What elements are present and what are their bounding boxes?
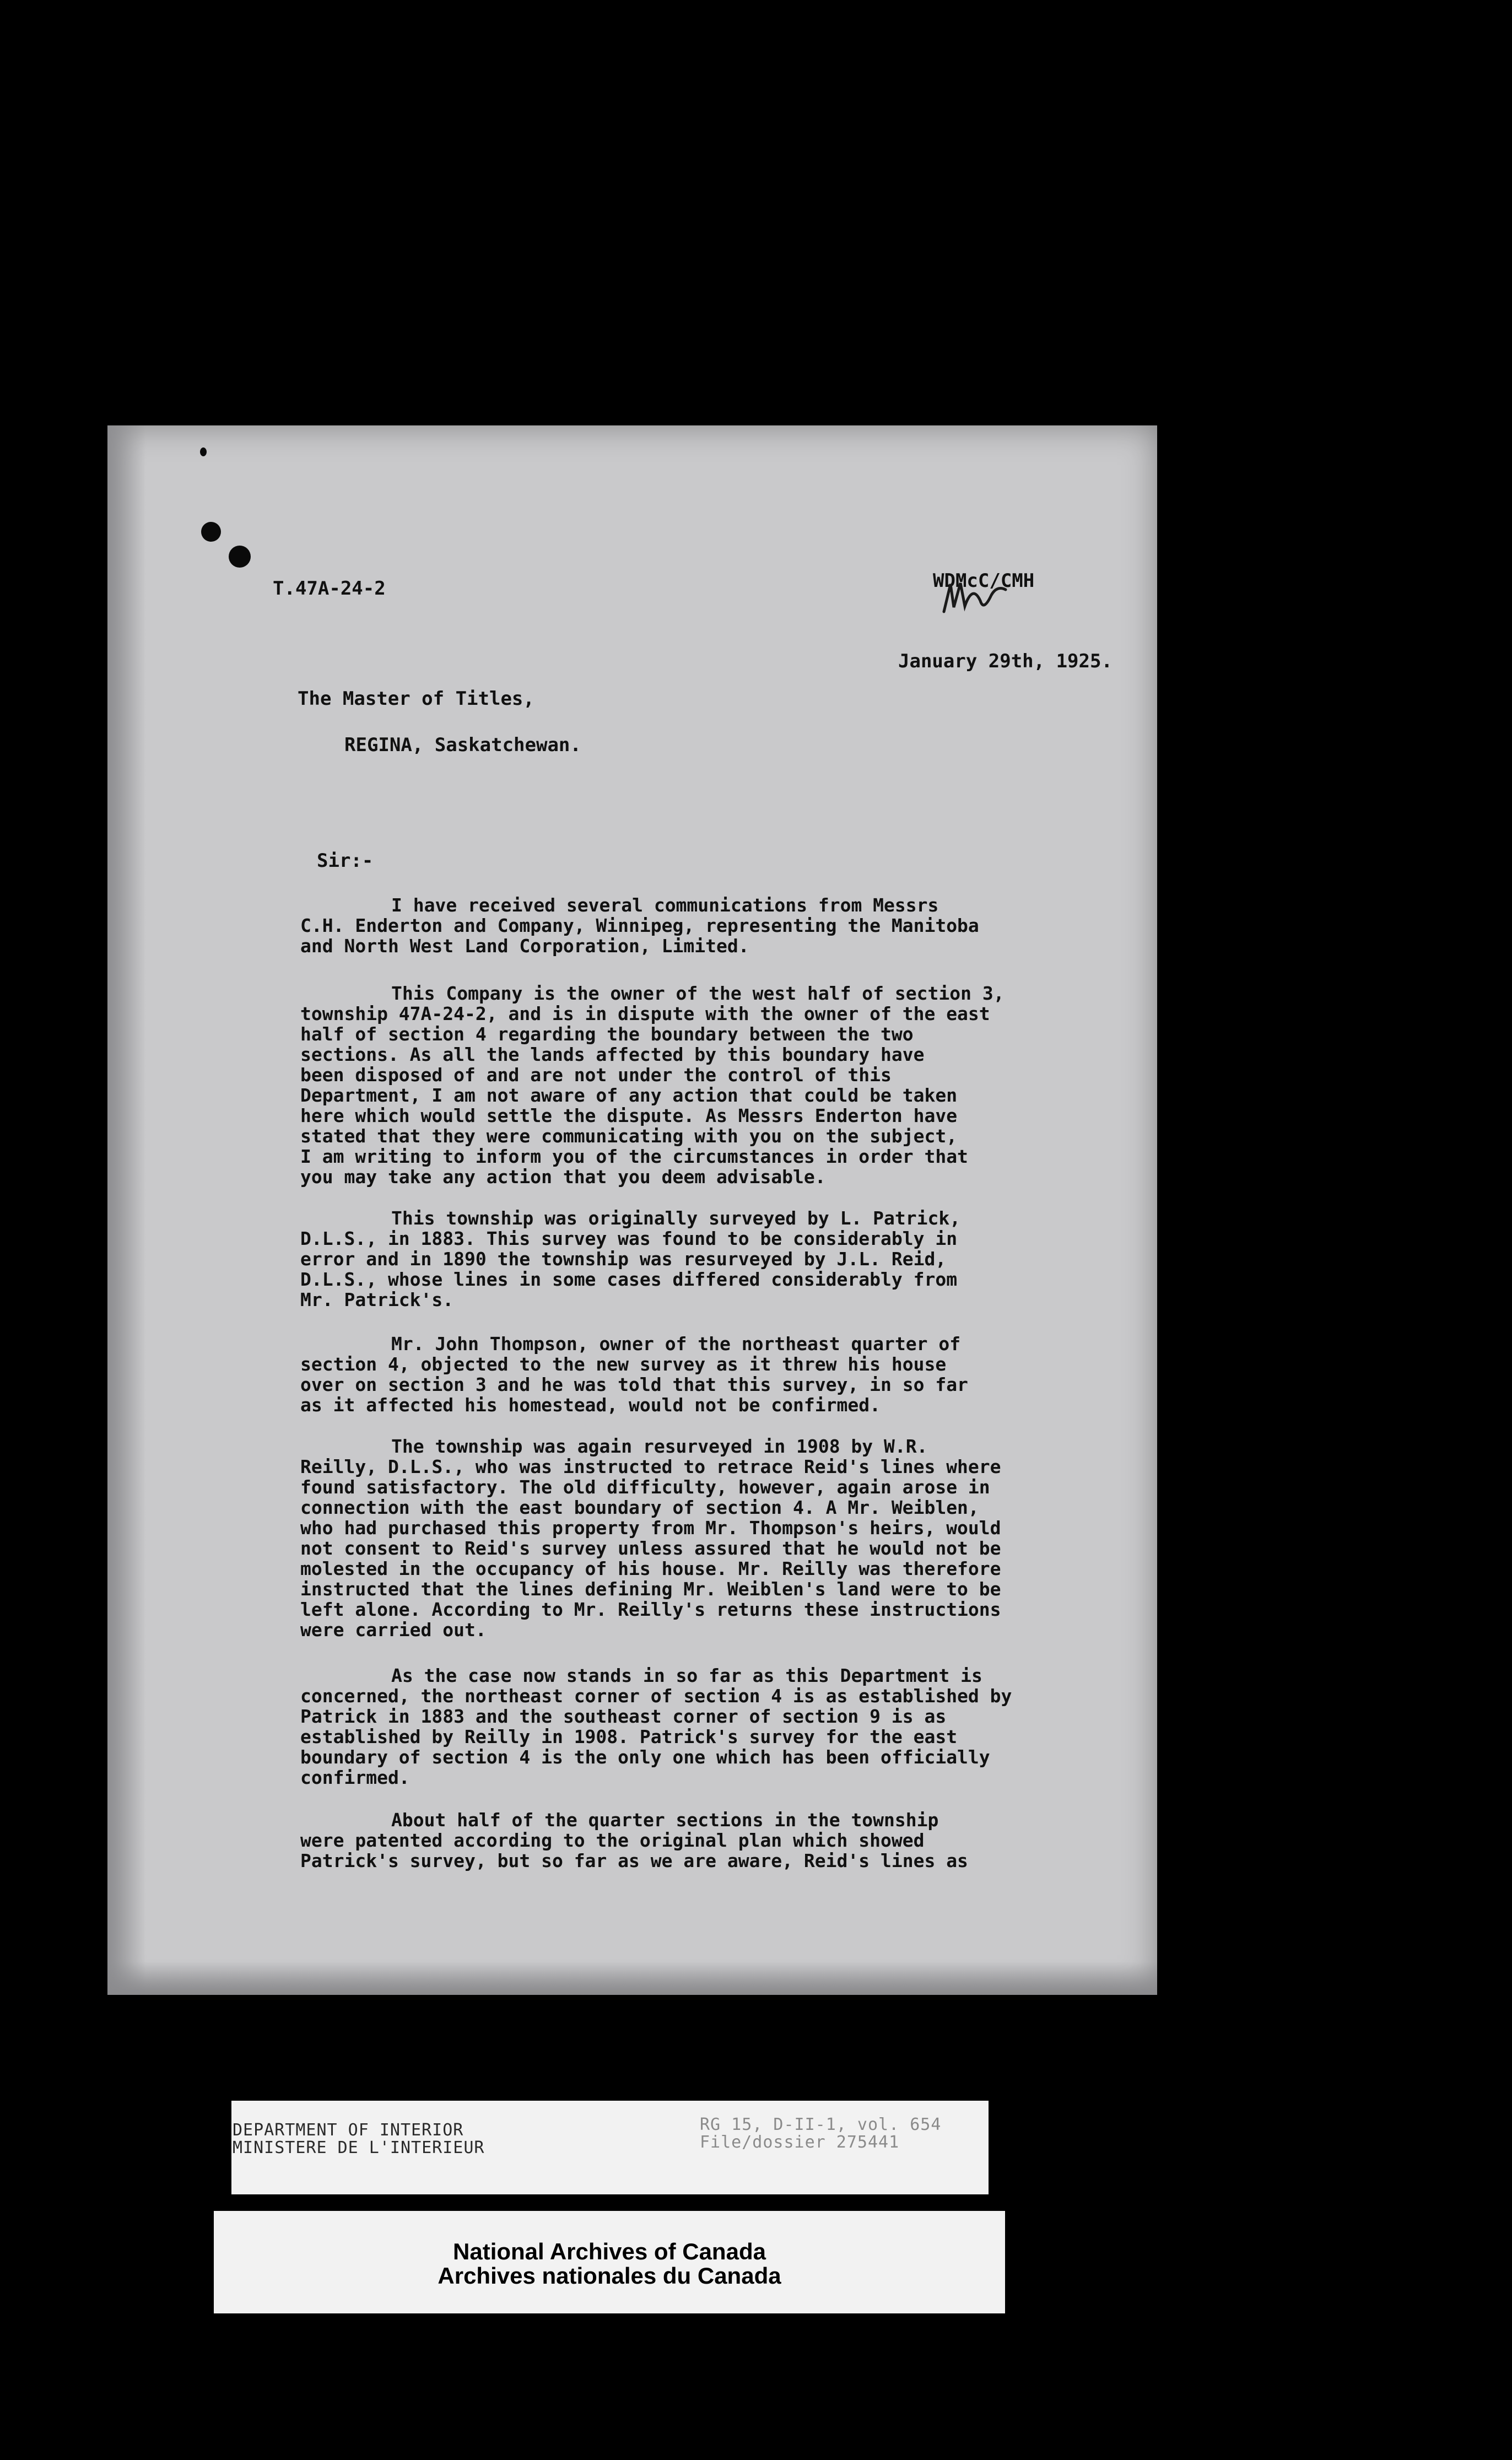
paragraph-6: As the case now stands in so far as this Department is concerned, the northeast corner of section 4 is as established by Patrick in 1883 and the southeast corner of section 9 is as established by Reilly in 1908. Patrick's survey for the east boundary of section 4 is the only one which has been officially confirmed. (300, 1665, 1012, 1788)
file-dossier-number: File/dossier 275441 (700, 2133, 900, 2152)
file-reference: T.47A-24-2 (273, 578, 386, 600)
handwritten-initials (939, 573, 1011, 623)
office-reference: WDMcC/CMH (933, 570, 1035, 592)
page-shadow-left (107, 425, 146, 1995)
addressee-line-1: The Master of Titles, (298, 688, 534, 710)
page-shadow-bottom (107, 1962, 1157, 1995)
archives-credit-label (214, 2211, 1005, 2313)
archive-reference-label (231, 2101, 989, 2194)
department-name-fr: MINISTERE DE L'INTERIEUR (233, 2138, 485, 2157)
paragraph-5: The township was again resurveyed in 1908 by W.R. Reilly, D.L.S., who was instructed to retrace Reid's lines where found satisfactory. The old difficulty, however, again arose in connection with the east boundary of section 4. A Mr. Weiblen, who had purchased this property from Mr. Thompson's heirs, would not consent to Reid's survey unless assured that he would not be molested in the occupancy of his house. Mr. Reilly was therefore instructed that the lines defining Mr. Weiblen's land were to be left alone. According to Mr. Reilly's returns these instructions were carried out. (300, 1436, 1001, 1641)
paragraph-1: I have received several communications from Messrs C.H. Enderton and Company, Winnipeg, representing the Manitoba and North West Land Corporation, Limited. (300, 894, 979, 957)
record-group-reference: RG 15, D-II-1, vol. 654 (700, 2115, 942, 2134)
salutation: Sir:- (317, 850, 374, 872)
ink-dot (200, 447, 207, 456)
archives-name-fr: Archives nationales du Canada (438, 2263, 781, 2289)
punch-hole-top (201, 522, 221, 542)
letter-page (107, 425, 1157, 1995)
paragraph-4: Mr. John Thompson, owner of the northeast quarter of section 4, objected to the new survey as it threw his house over on section 3 and he was told that this survey, in so far as it affected his homestead, would not be confirmed. (300, 1333, 968, 1416)
paragraph-7: About half of the quarter sections in the township were patented according to the original plan which showed Patrick's survey, but so far as we are aware, Reid's lines as (300, 1809, 968, 1871)
department-name-en: DEPARTMENT OF INTERIOR (233, 2121, 464, 2140)
punch-hole-bottom (229, 546, 251, 568)
addressee-line-2: REGINA, Saskatchewan. (344, 734, 581, 756)
archives-name-en: National Archives of Canada (453, 2238, 766, 2264)
letter-date: January 29th, 1925. (898, 650, 1113, 672)
paragraph-3: This township was originally surveyed by L. Patrick, D.L.S., in 1883. This survey was found to be considerably in error and in 1890 the township was resurveyed by J.L. Reid, D.L.S., whose lines in some cases differed considerably from Mr. Patrick's. (300, 1207, 961, 1310)
paragraph-2: This Company is the owner of the west half of section 3, township 47A-24-2, and is in dispute with the owner of the east half of section 4 regarding the boundary between the two sections. As all the lands affected by this boundary have been disposed of and are not under the control of this Department, I am not aware of any action that could be taken here which would settle the dispute. As Messrs Enderton have stated that they were communicating with you on the subject, I am writing to inform you of the circumstances in order that you may take any action that you deem advisable. (300, 983, 1005, 1188)
